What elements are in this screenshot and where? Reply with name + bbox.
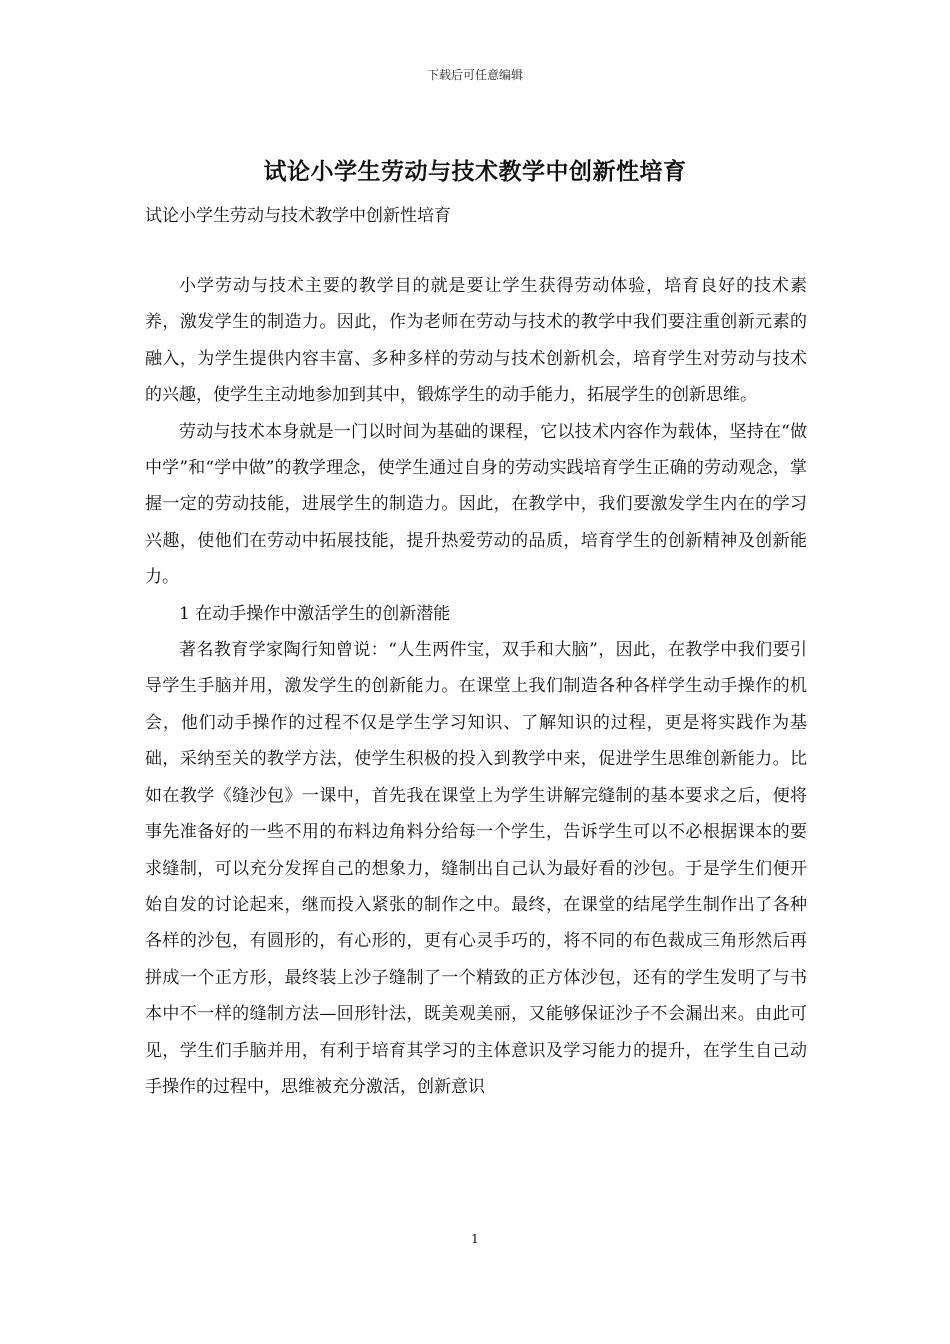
- page-header: 下载后可任意编辑: [426, 68, 523, 82]
- paragraph-hands-on: 著名教育学家陶行知曾说：“人生两件宝，双手和大脑”，因此，在教学中我们要引导学生手脑并用，激发学生的创新能力。在课堂上我们制造各种各样学生动手操作的机会，他们动手操作的过程不仅是学生学习知识、了解知识的过程，更是将实践作为基础，采纳至关的教学方法，使学生积极的投入到教学中来，促进学生思维创新能力。比如在教学《缝沙包》一课中，首先我在课堂上为学生讲解完缝制的基本要求之后，便将事先准备好的一些不用的布料边角料分给每一个学生，告诉学生可以不必根据课本的要求缝制，可以充分发挥自己的想象力，缝制出自己认为最好看的沙包。于是学生们便开始自发的讨论起来，继而投入紧张的制作之中。最终，在课堂的结尾学生制作出了各种各样的沙包，有圆形的，有心形的，更有心灵手巧的，将不同的布色裁成三角形然后再拼成一个正方形，最终装上沙子缝制了一个精致的正方体沙包，还有的学生发明了与书本中不一样的缝制方法—回形针法，既美观美丽，又能够保证沙子不会漏出来。由此可见，学生们手脑并用，有利于培育其学习的主体意识及学习能力的提升，在学生自己动手操作的过程中，思维被充分激活，创新意识: [145, 640, 807, 1097]
- document-subtitle: 试论小学生劳动与技术教学中创新性培育: [145, 206, 451, 226]
- document-body: [145, 268, 807, 1105]
- document-title: 试论小学生劳动与技术教学中创新性培育: [263, 158, 687, 185]
- page-number: 1: [471, 1232, 479, 1246]
- paragraph-course-nature: 劳动与技术本身就是一门以时间为基础的课程，它以技术内容作为载体，坚持在“做中学”和“学中做”的教学理念，使学生通过自身的劳动实践培育学生正确的劳动观念，掌握一定的劳动技能，进展学生的制造力。因此，在教学中，我们要激发学生内在的学习兴趣，使他们在劳动中拓展技能，提升热爱劳动的品质，培育学生的创新精神及创新能力。: [145, 421, 807, 588]
- section-heading-1: 1 在动手操作中激活学生的创新潜能: [179, 603, 451, 624]
- paragraph-intro: 小学劳动与技术主要的教学目的就是要让学生获得劳动体验，培育良好的技术素养，激发学生的制造力。因此，作为老师在劳动与技术的教学中我们要注重创新元素的融入，为学生提供内容丰富、多种多样的劳动与技术创新机会，培育学生对劳动与技术的兴趣，使学生主动地参加到其中，锻炼学生的动手能力，拓展学生的创新思维。: [145, 276, 807, 406]
